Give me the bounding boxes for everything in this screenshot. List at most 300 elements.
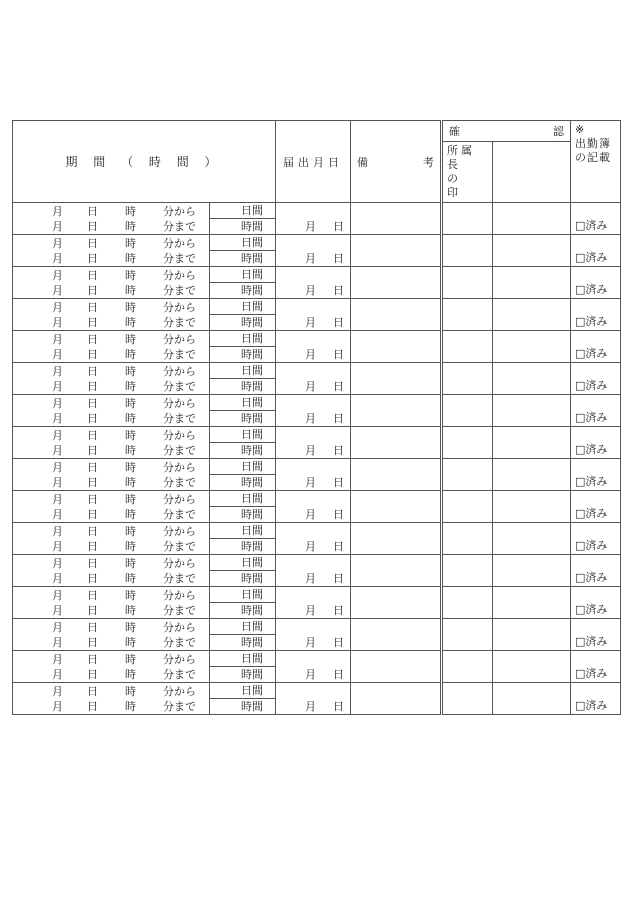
- hour-label: 時: [125, 379, 136, 393]
- day-label: 日: [87, 667, 98, 681]
- supervisor-seal-cell[interactable]: [442, 683, 493, 715]
- confirm-blank-cell[interactable]: [493, 587, 571, 619]
- hour-label: 時: [125, 588, 136, 602]
- day-label: 日: [87, 699, 98, 713]
- hour-label: 時: [125, 347, 136, 361]
- from-label: 分から: [163, 332, 196, 346]
- remarks-cell[interactable]: [351, 395, 442, 427]
- confirm-blank-cell[interactable]: [493, 267, 571, 299]
- attendance-done-checkbox[interactable]: □済み: [571, 523, 621, 555]
- confirm-blank-cell[interactable]: [493, 683, 571, 715]
- notice-date-cell[interactable]: [276, 203, 351, 235]
- period-end: [13, 283, 209, 298]
- day-label: 日: [87, 283, 98, 297]
- period-start: [13, 236, 209, 251]
- days-cell[interactable]: 日間: [210, 619, 276, 635]
- days-cell[interactable]: 日間: [210, 267, 276, 283]
- hour-label: 時: [125, 684, 136, 698]
- header-confirm-left: 確: [449, 125, 461, 138]
- confirm-blank-cell[interactable]: [493, 427, 571, 459]
- period-cell[interactable]: [13, 651, 210, 683]
- supervisor-seal-cell[interactable]: [442, 331, 493, 363]
- hours-cell[interactable]: 時間: [210, 315, 276, 331]
- to-label: 分まで: [163, 411, 196, 425]
- leave-record-form: [12, 120, 620, 715]
- day-label: 日: [87, 428, 98, 442]
- period-end: [13, 699, 209, 714]
- supervisor-seal-cell[interactable]: [442, 587, 493, 619]
- confirm-blank-cell[interactable]: [493, 363, 571, 395]
- period-cell[interactable]: [13, 619, 210, 651]
- remarks-cell[interactable]: [351, 619, 442, 651]
- notice-day-label: 日: [333, 572, 345, 585]
- hours-cell[interactable]: 時間: [210, 411, 276, 427]
- period-end: [13, 219, 209, 234]
- attendance-done-checkbox[interactable]: □済み: [571, 235, 621, 267]
- notice-date-cell[interactable]: [276, 235, 351, 267]
- period-cell[interactable]: [13, 555, 210, 587]
- month-label: 月: [52, 428, 63, 442]
- period-end: [13, 603, 209, 618]
- days-cell[interactable]: 日間: [210, 683, 276, 699]
- attendance-done-checkbox[interactable]: □済み: [571, 555, 621, 587]
- hours-cell[interactable]: 時間: [210, 347, 276, 363]
- notice-date-cell[interactable]: [276, 555, 351, 587]
- hour-label: 時: [125, 635, 136, 649]
- notice-day-label: 日: [333, 316, 345, 329]
- period-start: [13, 652, 209, 667]
- period-cell[interactable]: [13, 683, 210, 715]
- hour-label: 時: [125, 620, 136, 634]
- hours-cell[interactable]: 時間: [210, 699, 276, 715]
- period-cell[interactable]: [13, 427, 210, 459]
- notice-month-label: 月: [305, 220, 317, 233]
- to-label: 分まで: [163, 699, 196, 713]
- to-label: 分まで: [163, 635, 196, 649]
- notice-date-cell[interactable]: [276, 523, 351, 555]
- period-start: [13, 620, 209, 635]
- period-end: [13, 379, 209, 394]
- day-label: 日: [87, 652, 98, 666]
- remarks-cell[interactable]: [351, 459, 442, 491]
- header-remarks: [351, 121, 442, 203]
- notice-date-cell[interactable]: [276, 651, 351, 683]
- confirm-blank-cell[interactable]: [493, 395, 571, 427]
- to-label: 分まで: [163, 667, 196, 681]
- header-notice-date: 届出月日: [276, 121, 351, 203]
- hour-label: 時: [125, 364, 136, 378]
- notice-date-cell[interactable]: [276, 299, 351, 331]
- attendance-done-checkbox[interactable]: □済み: [571, 427, 621, 459]
- month-label: 月: [52, 236, 63, 250]
- table-row: [13, 235, 621, 251]
- notice-month-label: 月: [305, 412, 317, 425]
- confirm-blank-cell[interactable]: [493, 555, 571, 587]
- day-label: 日: [87, 443, 98, 457]
- attendance-done-checkbox[interactable]: □済み: [571, 331, 621, 363]
- day-label: 日: [87, 588, 98, 602]
- from-label: 分から: [163, 460, 196, 474]
- period-end: [13, 667, 209, 682]
- period-end: [13, 475, 209, 490]
- leave-table: [12, 120, 621, 715]
- remarks-cell[interactable]: [351, 491, 442, 523]
- month-label: 月: [52, 251, 63, 265]
- hour-label: 時: [125, 492, 136, 506]
- days-cell[interactable]: 日間: [210, 363, 276, 379]
- to-label: 分まで: [163, 507, 196, 521]
- hours-cell[interactable]: 時間: [210, 539, 276, 555]
- hour-label: 時: [125, 251, 136, 265]
- notice-month-label: 月: [305, 700, 317, 713]
- notice-date-cell[interactable]: [276, 331, 351, 363]
- period-start: [13, 332, 209, 347]
- attendance-done-checkbox[interactable]: □済み: [571, 651, 621, 683]
- days-cell[interactable]: 日間: [210, 427, 276, 443]
- period-start: [13, 268, 209, 283]
- month-label: 月: [52, 300, 63, 314]
- period-cell[interactable]: [13, 395, 210, 427]
- remarks-cell[interactable]: [351, 203, 442, 235]
- day-label: 日: [87, 571, 98, 585]
- period-end: [13, 539, 209, 554]
- days-cell[interactable]: 日間: [210, 395, 276, 411]
- notice-day-label: 日: [333, 540, 345, 553]
- days-cell[interactable]: 日間: [210, 491, 276, 507]
- hour-label: 時: [125, 268, 136, 282]
- attendance-done-checkbox[interactable]: □済み: [571, 491, 621, 523]
- remarks-cell[interactable]: [351, 363, 442, 395]
- month-label: 月: [52, 571, 63, 585]
- remarks-cell[interactable]: [351, 523, 442, 555]
- hours-cell[interactable]: 時間: [210, 667, 276, 683]
- notice-date-cell[interactable]: [276, 459, 351, 491]
- period-cell[interactable]: [13, 299, 210, 331]
- day-label: 日: [87, 364, 98, 378]
- period-end: [13, 315, 209, 330]
- header-seal-blank: [493, 142, 571, 203]
- notice-month-label: 月: [305, 476, 317, 489]
- hour-label: 時: [125, 315, 136, 329]
- remarks-cell[interactable]: [351, 427, 442, 459]
- month-label: 月: [52, 556, 63, 570]
- hour-label: 時: [125, 332, 136, 346]
- day-label: 日: [87, 219, 98, 233]
- month-label: 月: [52, 204, 63, 218]
- to-label: 分まで: [163, 315, 196, 329]
- confirm-blank-cell[interactable]: [493, 651, 571, 683]
- supervisor-seal-cell[interactable]: [442, 395, 493, 427]
- to-label: 分まで: [163, 347, 196, 361]
- supervisor-seal-cell[interactable]: [442, 459, 493, 491]
- from-label: 分から: [163, 300, 196, 314]
- day-label: 日: [87, 635, 98, 649]
- notice-month-label: 月: [305, 316, 317, 329]
- period-start: [13, 684, 209, 699]
- notice-date-cell[interactable]: [276, 587, 351, 619]
- month-label: 月: [52, 667, 63, 681]
- header-supervisor-seal: [442, 142, 493, 203]
- hour-label: 時: [125, 507, 136, 521]
- hours-cell[interactable]: 時間: [210, 603, 276, 619]
- period-cell[interactable]: [13, 587, 210, 619]
- to-label: 分まで: [163, 571, 196, 585]
- month-label: 月: [52, 475, 63, 489]
- month-label: 月: [52, 396, 63, 410]
- month-label: 月: [52, 684, 63, 698]
- period-end: [13, 507, 209, 522]
- supervisor-seal-cell[interactable]: [442, 619, 493, 651]
- period-cell[interactable]: [13, 523, 210, 555]
- hour-label: 時: [125, 283, 136, 297]
- hour-label: 時: [125, 571, 136, 585]
- attendance-done-checkbox[interactable]: □済み: [571, 587, 621, 619]
- header-remarks-left: 備: [357, 155, 369, 169]
- supervisor-seal-cell[interactable]: [442, 555, 493, 587]
- hour-label: 時: [125, 539, 136, 553]
- remarks-cell[interactable]: [351, 587, 442, 619]
- days-cell[interactable]: 日間: [210, 587, 276, 603]
- remarks-cell[interactable]: [351, 299, 442, 331]
- attendance-note-mark: ※: [575, 123, 586, 136]
- period-start: [13, 300, 209, 315]
- notice-month-label: 月: [305, 572, 317, 585]
- to-label: 分まで: [163, 283, 196, 297]
- notice-date-cell[interactable]: [276, 619, 351, 651]
- notice-month-label: 月: [305, 380, 317, 393]
- to-label: 分まで: [163, 219, 196, 233]
- day-label: 日: [87, 396, 98, 410]
- hour-label: 時: [125, 556, 136, 570]
- month-label: 月: [52, 219, 63, 233]
- from-label: 分から: [163, 588, 196, 602]
- days-cell[interactable]: 日間: [210, 299, 276, 315]
- hours-cell[interactable]: 時間: [210, 443, 276, 459]
- supervisor-seal-cell[interactable]: [442, 299, 493, 331]
- day-label: 日: [87, 603, 98, 617]
- remarks-cell[interactable]: [351, 267, 442, 299]
- day-label: 日: [87, 411, 98, 425]
- attendance-done-checkbox[interactable]: □済み: [571, 619, 621, 651]
- supervisor-seal-cell[interactable]: [442, 651, 493, 683]
- notice-date-cell[interactable]: [276, 395, 351, 427]
- remarks-cell[interactable]: [351, 331, 442, 363]
- table-row: [13, 363, 621, 379]
- to-label: 分まで: [163, 443, 196, 457]
- attendance-done-checkbox[interactable]: □済み: [571, 203, 621, 235]
- header-remarks-right: 考: [423, 155, 435, 169]
- remarks-cell[interactable]: [351, 555, 442, 587]
- hour-label: 時: [125, 396, 136, 410]
- notice-day-label: 日: [333, 412, 345, 425]
- hour-label: 時: [125, 219, 136, 233]
- notice-day-label: 日: [333, 476, 345, 489]
- notice-day-label: 日: [333, 700, 345, 713]
- period-end: [13, 443, 209, 458]
- hour-label: 時: [125, 475, 136, 489]
- attendance-done-checkbox[interactable]: □済み: [571, 363, 621, 395]
- table-row: [13, 523, 621, 539]
- hour-label: 時: [125, 699, 136, 713]
- header-confirm: [442, 121, 571, 142]
- period-cell[interactable]: [13, 491, 210, 523]
- notice-day-label: 日: [333, 604, 345, 617]
- hours-cell[interactable]: 時間: [210, 251, 276, 267]
- header-confirm-right: 認: [553, 125, 565, 138]
- confirm-blank-cell[interactable]: [493, 523, 571, 555]
- notice-day-label: 日: [333, 348, 345, 361]
- month-label: 月: [52, 603, 63, 617]
- hours-cell[interactable]: 時間: [210, 379, 276, 395]
- hours-cell[interactable]: 時間: [210, 507, 276, 523]
- period-cell[interactable]: [13, 459, 210, 491]
- confirm-blank-cell[interactable]: [493, 491, 571, 523]
- table-row: [13, 555, 621, 571]
- days-cell[interactable]: 日間: [210, 331, 276, 347]
- from-label: 分から: [163, 396, 196, 410]
- supervisor-seal-cell[interactable]: [442, 363, 493, 395]
- hour-label: 時: [125, 204, 136, 218]
- day-label: 日: [87, 315, 98, 329]
- period-end: [13, 251, 209, 266]
- notice-month-label: 月: [305, 540, 317, 553]
- day-label: 日: [87, 300, 98, 314]
- period-start: [13, 492, 209, 507]
- month-label: 月: [52, 620, 63, 634]
- day-label: 日: [87, 620, 98, 634]
- hour-label: 時: [125, 300, 136, 314]
- days-cell[interactable]: 日間: [210, 523, 276, 539]
- hour-label: 時: [125, 460, 136, 474]
- month-label: 月: [52, 332, 63, 346]
- month-label: 月: [52, 507, 63, 521]
- from-label: 分から: [163, 652, 196, 666]
- day-label: 日: [87, 556, 98, 570]
- attendance-done-checkbox[interactable]: □済み: [571, 395, 621, 427]
- from-label: 分から: [163, 204, 196, 218]
- hours-cell[interactable]: 時間: [210, 283, 276, 299]
- hours-cell[interactable]: 時間: [210, 219, 276, 235]
- period-end: [13, 571, 209, 586]
- month-label: 月: [52, 635, 63, 649]
- period-end: [13, 635, 209, 650]
- hour-label: 時: [125, 428, 136, 442]
- notice-day-label: 日: [333, 380, 345, 393]
- days-cell[interactable]: 日間: [210, 459, 276, 475]
- to-label: 分まで: [163, 379, 196, 393]
- day-label: 日: [87, 524, 98, 538]
- confirm-blank-cell[interactable]: [493, 203, 571, 235]
- notice-date-cell[interactable]: [276, 427, 351, 459]
- to-label: 分まで: [163, 539, 196, 553]
- supervisor-seal-cell[interactable]: [442, 235, 493, 267]
- notice-day-label: 日: [333, 444, 345, 457]
- notice-day-label: 日: [333, 220, 345, 233]
- month-label: 月: [52, 364, 63, 378]
- hours-cell[interactable]: 時間: [210, 635, 276, 651]
- hour-label: 時: [125, 652, 136, 666]
- attendance-done-checkbox[interactable]: □済み: [571, 683, 621, 715]
- attendance-line1: 出勤簿: [575, 137, 612, 150]
- notice-date-cell[interactable]: [276, 491, 351, 523]
- day-label: 日: [87, 268, 98, 282]
- month-label: 月: [52, 347, 63, 361]
- day-label: 日: [87, 460, 98, 474]
- supervisor-seal-cell[interactable]: [442, 427, 493, 459]
- month-label: 月: [52, 588, 63, 602]
- from-label: 分から: [163, 268, 196, 282]
- days-cell[interactable]: 日間: [210, 235, 276, 251]
- month-label: 月: [52, 699, 63, 713]
- notice-date-cell[interactable]: [276, 267, 351, 299]
- from-label: 分から: [163, 524, 196, 538]
- hour-label: 時: [125, 667, 136, 681]
- days-cell[interactable]: 日間: [210, 651, 276, 667]
- attendance-done-checkbox[interactable]: □済み: [571, 459, 621, 491]
- notice-date-cell[interactable]: [276, 683, 351, 715]
- supervisor-seal-cell[interactable]: [442, 203, 493, 235]
- header-period: 期 間 （ 時 間 ）: [13, 121, 276, 203]
- notice-month-label: 月: [305, 508, 317, 521]
- period-start: [13, 364, 209, 379]
- supervisor-seal-cell[interactable]: [442, 491, 493, 523]
- notice-day-label: 日: [333, 252, 345, 265]
- days-cell[interactable]: 日間: [210, 555, 276, 571]
- hour-label: 時: [125, 236, 136, 250]
- period-cell[interactable]: [13, 363, 210, 395]
- hours-cell[interactable]: 時間: [210, 475, 276, 491]
- notice-month-label: 月: [305, 668, 317, 681]
- notice-month-label: 月: [305, 444, 317, 457]
- confirm-blank-cell[interactable]: [493, 235, 571, 267]
- days-cell[interactable]: 日間: [210, 203, 276, 219]
- seal-line2: の 印: [447, 172, 476, 199]
- supervisor-seal-cell[interactable]: [442, 523, 493, 555]
- to-label: 分まで: [163, 603, 196, 617]
- confirm-blank-cell[interactable]: [493, 619, 571, 651]
- attendance-line2: の記載: [575, 151, 612, 164]
- supervisor-seal-cell[interactable]: [442, 267, 493, 299]
- remarks-cell[interactable]: [351, 683, 442, 715]
- remarks-cell[interactable]: [351, 651, 442, 683]
- from-label: 分から: [163, 620, 196, 634]
- notice-date-cell[interactable]: [276, 363, 351, 395]
- period-end: [13, 347, 209, 362]
- period-cell[interactable]: [13, 203, 210, 235]
- month-label: 月: [52, 539, 63, 553]
- hours-cell[interactable]: 時間: [210, 571, 276, 587]
- period-cell[interactable]: [13, 267, 210, 299]
- table-row: [13, 299, 621, 315]
- confirm-blank-cell[interactable]: [493, 299, 571, 331]
- hour-label: 時: [125, 603, 136, 617]
- confirm-blank-cell[interactable]: [493, 331, 571, 363]
- table-row: [13, 203, 621, 219]
- attendance-done-checkbox[interactable]: □済み: [571, 267, 621, 299]
- header-attendance: [571, 121, 621, 203]
- period-cell[interactable]: [13, 331, 210, 363]
- day-label: 日: [87, 332, 98, 346]
- remarks-cell[interactable]: [351, 235, 442, 267]
- notice-month-label: 月: [305, 604, 317, 617]
- confirm-blank-cell[interactable]: [493, 459, 571, 491]
- attendance-done-checkbox[interactable]: □済み: [571, 299, 621, 331]
- from-label: 分から: [163, 428, 196, 442]
- month-label: 月: [52, 652, 63, 666]
- period-cell[interactable]: [13, 235, 210, 267]
- to-label: 分まで: [163, 251, 196, 265]
- month-label: 月: [52, 379, 63, 393]
